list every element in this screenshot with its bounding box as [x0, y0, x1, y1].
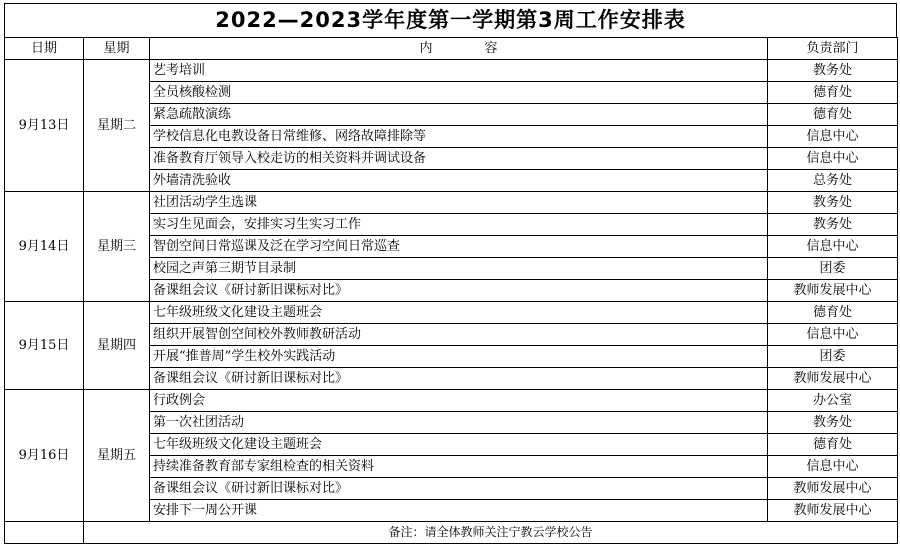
content-cell: 安排下一周公开课	[150, 500, 768, 522]
content-cell: 备课组会议《研讨新旧课标对比》	[150, 280, 768, 302]
content-cell: 备课组会议《研讨新旧课标对比》	[150, 368, 768, 390]
content-cell: 实习生见面会，安排实习生实习工作	[150, 214, 768, 236]
table-row	[5, 192, 898, 214]
dept-cell: 教务处	[768, 192, 898, 214]
header-dept: 负责部门	[768, 38, 898, 60]
header-weekday: 星期	[84, 38, 150, 60]
dept-cell: 教师发展中心	[768, 280, 898, 302]
dept-cell: 办公室	[768, 390, 898, 412]
content-cell: 艺考培训	[150, 60, 768, 82]
dept-cell: 信息中心	[768, 324, 898, 346]
content-cell: 七年级班级文化建设主题班会	[150, 434, 768, 456]
weekday-cell: 星期三	[84, 192, 150, 302]
content-cell: 开展“推普周”学生校外实践活动	[150, 346, 768, 368]
content-cell: 全员核酸检测	[150, 82, 768, 104]
weekday-cell: 星期四	[84, 302, 150, 390]
dept-cell: 团委	[768, 258, 898, 280]
content-cell: 七年级班级文化建设主题班会	[150, 302, 768, 324]
content-cell: 紧急疏散演练	[150, 104, 768, 126]
dept-cell: 教务处	[768, 60, 898, 82]
content-cell: 学校信息化电教设备日常维修、网络故障排除等	[150, 126, 768, 148]
content-cell: 校园之声第三期节目录制	[150, 258, 768, 280]
dept-cell: 信息中心	[768, 456, 898, 478]
dept-cell: 教师发展中心	[768, 478, 898, 500]
dept-cell: 信息中心	[768, 148, 898, 170]
date-cell: 9月14日	[5, 192, 84, 302]
date-cell: 9月13日	[5, 60, 84, 192]
header-content: 内 容	[150, 38, 768, 60]
header-date: 日期	[5, 38, 84, 60]
date-cell: 9月16日	[5, 390, 84, 522]
note-text: 备注：请全体教师关注宁教云学校公告	[84, 522, 898, 544]
dept-cell: 德育处	[768, 82, 898, 104]
schedule-sheet	[4, 3, 897, 544]
content-cell: 持续准备教育部专家组检查的相关资料	[150, 456, 768, 478]
content-cell: 社团活动学生选课	[150, 192, 768, 214]
dept-cell: 教务处	[768, 214, 898, 236]
dept-cell: 德育处	[768, 434, 898, 456]
content-cell: 第一次社团活动	[150, 412, 768, 434]
content-cell: 行政例会	[150, 390, 768, 412]
table-row	[5, 60, 898, 82]
dept-cell: 信息中心	[768, 236, 898, 258]
header-row	[5, 38, 898, 60]
dept-cell: 教师发展中心	[768, 368, 898, 390]
content-cell: 备课组会议《研讨新旧课标对比》	[150, 478, 768, 500]
table-row	[5, 390, 898, 412]
date-cell: 9月15日	[5, 302, 84, 390]
dept-cell: 德育处	[768, 302, 898, 324]
content-cell: 组织开展智创空间校外教师教研活动	[150, 324, 768, 346]
schedule-table	[4, 37, 898, 544]
content-cell: 外墙清洗验收	[150, 170, 768, 192]
content-cell: 智创空间日常巡课及泛在学习空间日常巡查	[150, 236, 768, 258]
note-blank-cell	[5, 522, 84, 544]
note-row	[5, 522, 898, 544]
weekday-cell: 星期五	[84, 390, 150, 522]
page-title: 2022—2023学年度第一学期第3周工作安排表	[4, 3, 897, 37]
content-cell: 准备教育厅领导入校走访的相关资料并调试设备	[150, 148, 768, 170]
dept-cell: 德育处	[768, 104, 898, 126]
dept-cell: 教师发展中心	[768, 500, 898, 522]
dept-cell: 总务处	[768, 170, 898, 192]
weekday-cell: 星期二	[84, 60, 150, 192]
dept-cell: 团委	[768, 346, 898, 368]
dept-cell: 信息中心	[768, 126, 898, 148]
table-row	[5, 302, 898, 324]
dept-cell: 教务处	[768, 412, 898, 434]
